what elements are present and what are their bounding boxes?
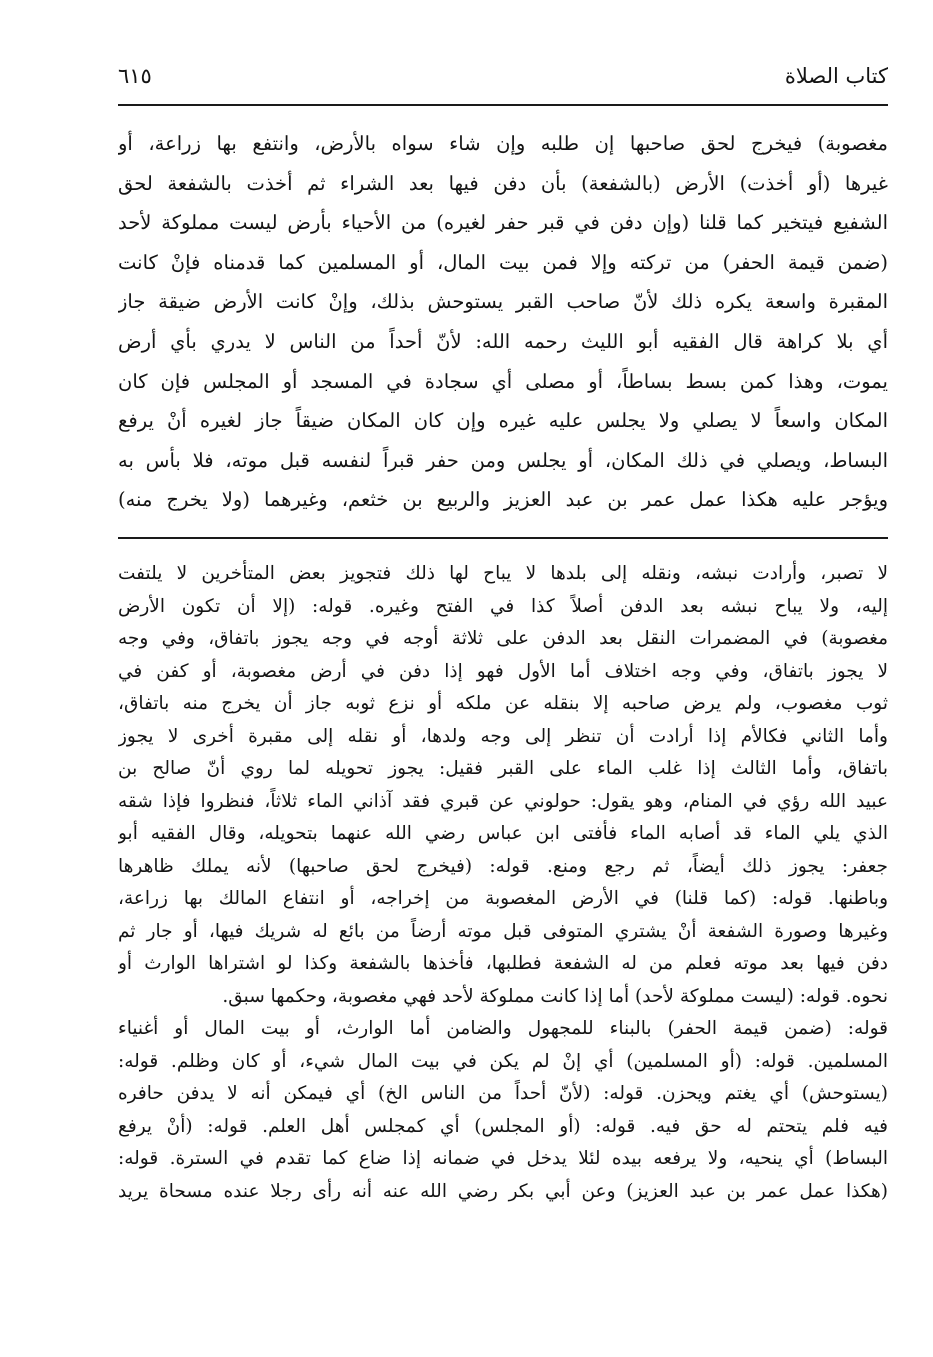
commentary-line: نحوه. قوله: (ليست مملوكة لأحد) أما إذا كانت مملوكة لأحد فهي مغصوبة، وحكمها سبق.: [222, 985, 888, 1007]
main-text-line: المقبرة واسعة يكره ذلك لأنّ صاحب القبر يستوحش بذلك، وإنْ كانت الأرض ضيقة جاز: [118, 290, 888, 314]
main-text-line: البساط، ويصلي في ذلك المكان، أو يجلس ومن حفر قبراً لنفسه قبل موته، فلا بأس به: [118, 448, 888, 472]
main-text-line: ويؤجر عليه هكذا عمل عمر بن عبد العزيز والربيع بن خثعم، وغيرهما (ولا يخرج منه): [118, 488, 888, 512]
commentary-line: مغصوبة) في المضمرات النقل بعد الدفن على ثلاثة أوجه في وجه يجوز باتفاق، وفي وجه: [118, 628, 888, 649]
commentary-line: ثوب مغصوب، ولم يرض صاحبه إلا بنقله عن ملكه أو نزع ثوبه جاز أن يخرج منه باتفاق،: [118, 693, 888, 714]
main-text-line: الشفيع فيتخير كما قلنا (وإن دفن في قبر حفر لغيره) من الأحياء بأرض ليست مملوكة لأحد: [118, 211, 888, 235]
commentary-line: إليه، ولا يباح نبشه بعد الدفن أصلاً كذا في الفتح وغيره. قوله: (إلا أن تكون الأرض: [118, 595, 888, 617]
commentary-divider: [118, 537, 888, 539]
commentary-line: الذي يلي الماء قد أصابه الماء فأفتى ابن عباس رضي الله عنهما بتحويله، وقال الفقيه أبو: [118, 823, 888, 844]
commentary-line: وغيرها وصورة الشفعة أنْ يشتري المتوفى قبل موته أرضاً من بائع له شريك فيها، أو جار ثم: [118, 920, 888, 942]
commentary-line: وأما الثاني فكالأم إذا أرادت أن تنظر إلى وجه ولدها، أو نقله إلى مقبرة أخرى لا يجوز: [118, 725, 888, 747]
commentary-line: دفن فيها بعد موته فعلم من له الشفعة فطلبها، فأخذها بالشفعة وكذا لو اشتراها الوارث أو: [118, 953, 888, 974]
main-text-line: أي بلا كراهة قال الفقيه أبو الليث رحمه الله: لأنّ أحداً من الناس لا يدري بأي أرض: [118, 329, 888, 353]
commentary-line: لا يجوز باتفاق، وفي وجه اختلاف أما الأول فهو إذا دفن في أرض مغصوبة، أو كفن في: [118, 660, 888, 682]
commentary-line: فيه فلم يتحتم له حق فيه. قوله: (أو المجلس) أي كمجلس أهل العلم. قوله: (أنْ يرفع: [118, 1115, 888, 1137]
main-text-line: غيرها (أو أخذت) الأرض (بالشفعة) بأن دفن فيها بعد الشراء ثم أخذت بالشفعة لحق: [118, 171, 888, 195]
commentary-line: لا تصبر، وأرادت نبشه، ونقله إلى بلدها لا يباح لها ذلك فتجويز بعض المتأخرين لا يلتفت: [118, 563, 888, 584]
commentary-text: [118, 558, 888, 1208]
commentary-line: البساط) أي ينحيه، ولا يرفعه بيده لئلا يدخل في ضمانه إذا ضاع كما تقدم في السترة. قوله:: [118, 1148, 888, 1169]
commentary-line: المسلمين. قوله: (أو المسلمين) أي إنْ لم يكن في بيت المال شيء، أو كان وظلم. قوله:: [118, 1050, 888, 1072]
commentary-line: عبيد الله رؤي في المنام، وهو يقول: حولوني عن قبري فقد آذاني الماء ثلاثاً، فنظروا فإذا شقه: [118, 790, 888, 812]
main-text-line: (ضمن قيمة الحفر) من تركته وإلا فمن بيت المال، أو المسلمين كما قدمناه فإنْ كانت: [118, 250, 888, 274]
chapter-title: كتاب الصلاة: [784, 64, 888, 88]
commentary-line: (يستوحش) أي يغتم ويحزن. قوله: (لأنّ أحداً من الناس الخ) أي فيمكن أنه لا يدفن حافره: [118, 1083, 888, 1104]
commentary-line: قوله: (ضمن قيمة الحفر) بالبناء للمجهول والضامن أما الوارث، أو بيت المال أو أغنياء: [118, 1018, 888, 1039]
page-number: ٦١٥: [118, 64, 152, 88]
main-text: [118, 124, 888, 520]
main-text-line: المكان واسعاً لا يصلي ولا يجلس عليه غيره وإن كان المكان ضيقاً جاز لغيره أنْ يرفع: [118, 409, 888, 433]
commentary-line: باتفاق، وأما الثالث إذا غلب الماء على القبر فقيل: يجوز تحويله لما روي أنّ صالح بن: [118, 758, 888, 779]
main-text-line: يموت، وهذا كمن بسط بساطاً، أو مصلى أي سجادة في المسجد أو المجلس فإن كان: [118, 369, 888, 393]
header-divider: [118, 104, 888, 106]
commentary-line: جعفر: يجوز ذلك أيضاً، ثم رجع ومنع. قوله: (فيخرج لحق صاحبها) لأنه يملك ظاهرها: [118, 855, 888, 877]
running-header: [118, 58, 888, 94]
commentary-line: وباطنها. قوله: (كما قلنا) في الأرض المغصوبة من إخراجه، أو انتفاع المالك بها زراعة،: [118, 888, 888, 909]
main-text-line: مغصوبة) فيخرج لحق صاحبها إن طلبه وإن شاء سواه بالأرض، وانتفع بها زراعة، أو: [118, 132, 888, 155]
commentary-line: (هكذا عمل عمر بن عبد العزيز) وعن أبي بكر رضي الله عنه أنه رأى رجلا عنده مسحاة يريد: [118, 1180, 888, 1202]
